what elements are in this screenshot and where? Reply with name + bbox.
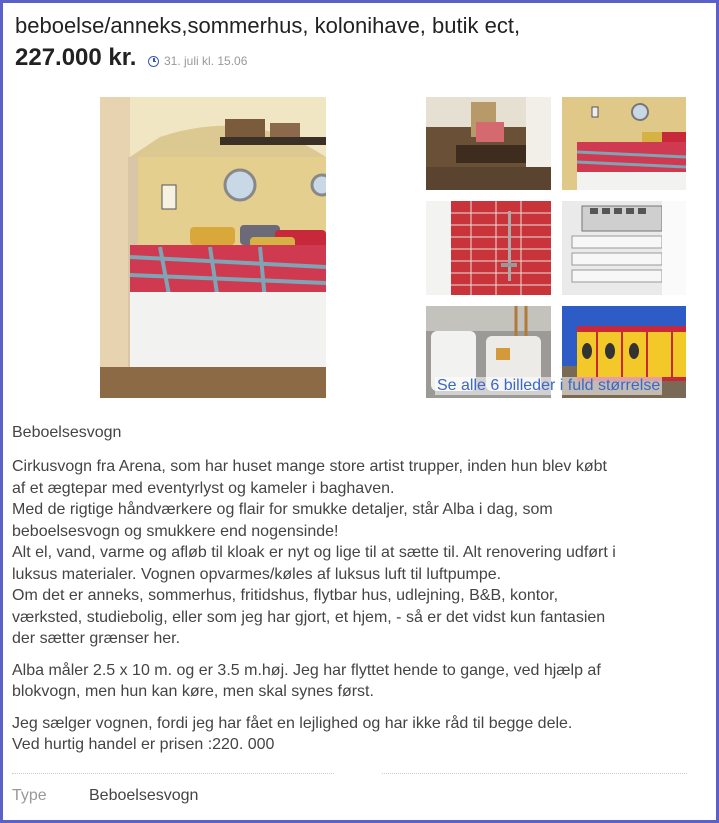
- divider: [382, 773, 687, 774]
- description-paragraph: Jeg sælger vognen, fordi jeg har fået en lejlighed og har ikke råd til begge dele. Ved hurtig handel er prisen :220. 000: [12, 714, 573, 753]
- type-label: Type: [12, 787, 47, 804]
- description-paragraph: Alba måler 2.5 x 10 m. og er 3.5 m.høj. Jeg har flyttet hende to gange, ved hjælp af blokvogn, men hun kan køre, men skal synes først.: [12, 661, 601, 700]
- see-all-photos-link[interactable]: Se alle 6 billeder i fuld størrelse: [437, 377, 661, 394]
- description-body: [12, 456, 702, 766]
- listing-date-text: 31. juli kl. 15.06: [164, 54, 248, 68]
- type-value: Beboelsesvogn: [89, 787, 199, 804]
- thumbnail-shower[interactable]: [426, 201, 551, 295]
- listing-date: [148, 54, 247, 68]
- clock-icon: [148, 56, 159, 67]
- thumbnail-bedroom[interactable]: [562, 97, 686, 190]
- thumbnail-electrical[interactable]: [562, 201, 686, 295]
- listing-price: 227.000 kr.: [15, 44, 137, 71]
- description-paragraph: Cirkusvogn fra Arena, som har huset mange store artist trupper, inden hun blev købt af et ægtepar med eventyrlyst og kameler i baghaven. Med de rigtige håndværkere og flair for smukke detaljer, står Alba i dag, som beboelsesvogn og smukkere end nogensinde! Alt el, vand, varme og afløb til kloak er nyt og lige til at sætte til. Alt renovering udført i luksus materialer. Vognen opvarmes/køles af luksus luft til luftpumpe. Om det er anneks, sommerhus, fritidshus, flytbar hus, udlejning, B&B, kontor, værksted, studiebolig, eller som jeg har gjort, et hjem, - så er det vidst kun fantasien der sætter grænser her.: [12, 458, 616, 647]
- thumbnail-interior[interactable]: [426, 97, 551, 190]
- main-photo[interactable]: [100, 97, 326, 398]
- divider: [12, 773, 334, 774]
- description-heading: Beboelsesvogn: [12, 424, 122, 441]
- listing-title: beboelse/anneks,sommerhus, kolonihave, butik ect,: [15, 13, 521, 38]
